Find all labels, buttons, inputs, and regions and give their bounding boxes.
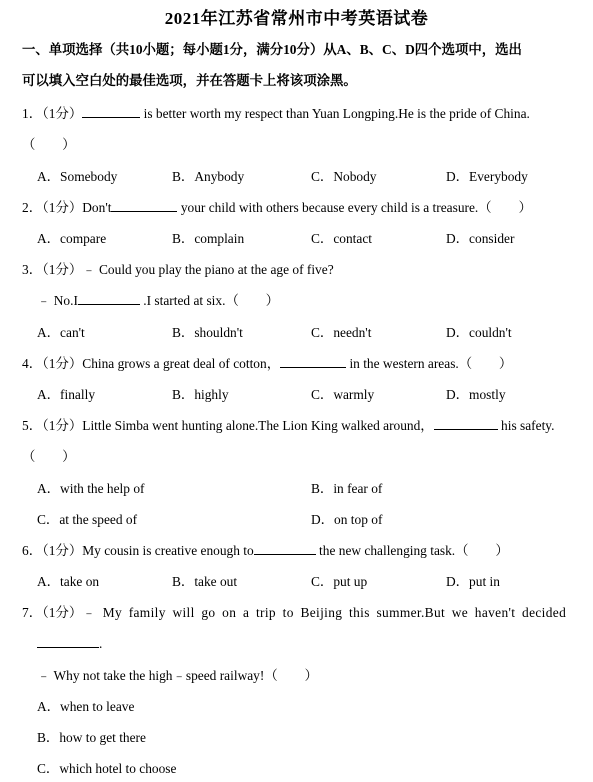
q1-option-b[interactable]: B．Anybody	[172, 169, 245, 184]
q2-option-c[interactable]: C．contact	[311, 231, 372, 246]
q4-option-b[interactable]: B．highly	[172, 387, 229, 402]
question-6	[22, 540, 509, 559]
q3-option-b[interactable]: B．shouldn't	[172, 325, 243, 340]
question-7-text: ﹣ My family will go on a trip to Beijing this summer.But we haven't decided	[82, 605, 567, 620]
section-instructions-line2: 可以填入空白处的最佳选项，并在答题卡上将该项涂黑。	[22, 73, 357, 88]
q1-option-a[interactable]: A．Somebody	[37, 169, 118, 184]
question-3	[22, 259, 334, 278]
answer-blank[interactable]	[434, 416, 498, 430]
question-7-number: 7．（1分）	[22, 605, 83, 620]
q7-option-b[interactable]: B．how to get there	[37, 730, 146, 745]
question-3-number: 3．（1分）	[22, 262, 83, 277]
question-3-text: ﹣ Could you play the piano at the age of five?	[82, 262, 334, 277]
question-1-paren: （ ）	[22, 137, 76, 152]
question-4-number: 4．（1分）	[22, 356, 83, 371]
question-2	[22, 197, 532, 216]
question-5-paren: （ ）	[22, 449, 76, 464]
answer-blank[interactable]	[111, 198, 177, 212]
q1-option-c[interactable]: C．Nobody	[311, 169, 377, 184]
q3-option-d[interactable]: D．couldn't	[446, 325, 512, 340]
question-1-number: 1．（1分）	[22, 106, 83, 121]
question-5	[22, 415, 554, 434]
q4-option-a[interactable]: A．finally	[37, 387, 96, 402]
q6-option-b[interactable]: B．take out	[172, 574, 238, 589]
question-5-number: 5．（1分）	[22, 418, 83, 433]
q3-option-a[interactable]: A．can't	[37, 325, 85, 340]
q5-option-c[interactable]: C．at the speed of	[37, 512, 138, 527]
q3-option-c[interactable]: C．needn't	[311, 325, 372, 340]
answer-blank[interactable]	[78, 291, 140, 305]
question-6-number: 6．（1分）	[22, 543, 83, 558]
question-2-text: your child with others because every child is a treasure.（ ）	[177, 200, 532, 215]
question-7	[22, 602, 573, 621]
page-title: 2021年江苏省常州市中考英语试卷	[164, 9, 429, 28]
answer-blank[interactable]	[82, 104, 140, 118]
answer-blank[interactable]	[37, 634, 99, 648]
question-3-line2	[37, 290, 279, 309]
section-instructions-line1: 一、单项选择（共10小题；每小题1分，满分10分）从A、B、C、D四个选项中，选出	[22, 42, 522, 57]
q2-option-a[interactable]: A．compare	[37, 231, 107, 246]
q4-option-d[interactable]: D．mostly	[446, 387, 506, 402]
question-3-line2-pre: ﹣ No.I	[37, 293, 78, 308]
q2-option-b[interactable]: B．complain	[172, 231, 245, 246]
question-6-text: the new challenging task.（ ）	[315, 543, 509, 558]
q1-option-d[interactable]: D．Everybody	[446, 169, 528, 184]
question-5-pre: Little Simba went hunting alone.The Lion King walked around，	[82, 418, 434, 433]
q7-option-a[interactable]: A．when to leave	[37, 699, 135, 714]
answer-blank[interactable]	[254, 541, 316, 555]
question-1-text: is better worth my respect than Yuan Longping.He is the pride of China.	[140, 106, 530, 121]
q6-option-c[interactable]: C．put up	[311, 574, 368, 589]
question-4-text: in the western areas.（ ）	[346, 356, 513, 371]
question-4-pre: China grows a great deal of cotton，	[82, 356, 281, 371]
question-4	[22, 353, 512, 372]
question-7-line3: ﹣ Why not take the high﹣speed railway!（ ）	[37, 668, 318, 683]
question-7-line2-post: .	[99, 636, 103, 651]
q7-option-c[interactable]: C．which hotel to choose	[37, 761, 177, 776]
q5-option-a[interactable]: A．with the help of	[37, 481, 145, 496]
question-2-pre: Don't	[82, 200, 112, 215]
q4-option-c[interactable]: C．warmly	[311, 387, 375, 402]
question-3-line2-post: .I started at six.（ ）	[139, 293, 280, 308]
q2-option-d[interactable]: D．consider	[446, 231, 515, 246]
q5-option-d[interactable]: D．on top of	[311, 512, 383, 527]
q6-option-d[interactable]: D．put in	[446, 574, 500, 589]
question-6-pre: My cousin is creative enough to	[82, 543, 254, 558]
q5-option-b[interactable]: B．in fear of	[311, 481, 383, 496]
question-2-number: 2．（1分）	[22, 200, 83, 215]
question-7-line2	[37, 634, 102, 652]
question-5-text: his safety.	[497, 418, 555, 433]
answer-blank[interactable]	[280, 354, 346, 368]
q6-option-a[interactable]: A．take on	[37, 574, 100, 589]
question-1	[22, 103, 530, 122]
